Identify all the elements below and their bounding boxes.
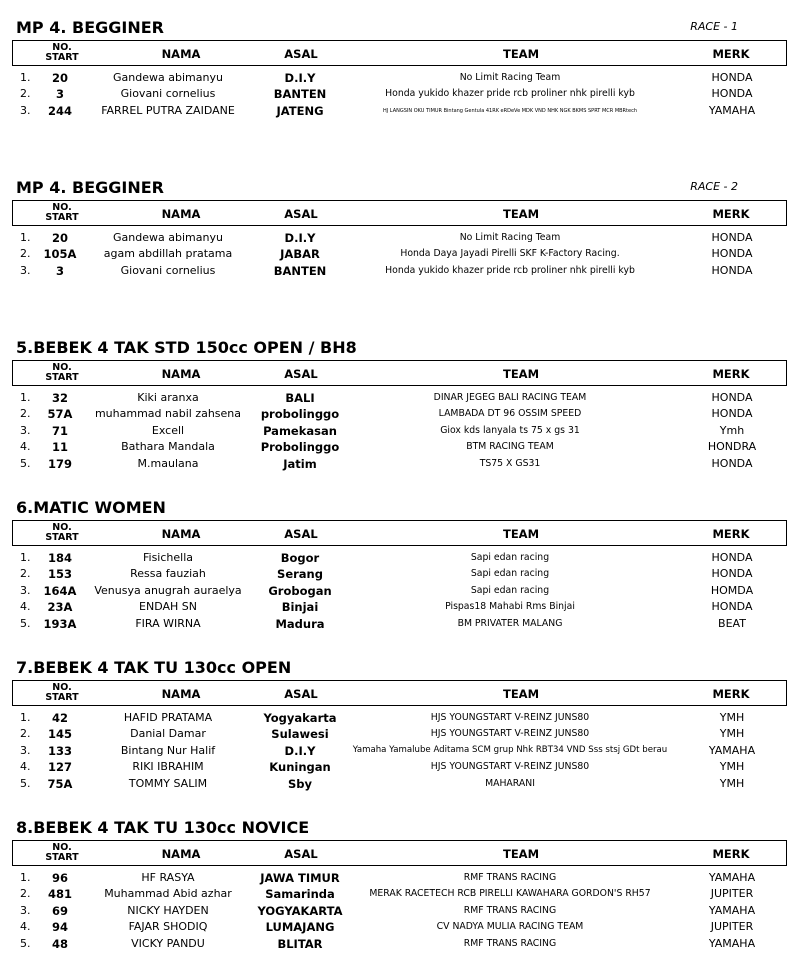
row-number: 5. [20, 936, 31, 950]
header-merk: MERK [712, 687, 750, 701]
rider-name: Giovani cornelius [120, 263, 216, 277]
row-number: 5. [20, 616, 31, 630]
brand: HONDA [711, 567, 753, 581]
table-row [0, 456, 800, 472]
header-team: TEAM [502, 687, 540, 701]
rider-name: Bintang Nur Halif [120, 743, 216, 757]
rider-origin: D.I.Y [284, 743, 316, 758]
brand: HONDA [711, 87, 753, 101]
table-header [12, 360, 787, 386]
header-asal: ASAL [284, 207, 318, 221]
table-row [0, 390, 800, 406]
start-number: 20 [51, 231, 68, 245]
team-name: RMF TRANS RACING [463, 872, 557, 883]
row-number: 2. [20, 247, 31, 261]
start-number: 145 [47, 727, 72, 742]
table-row [0, 599, 800, 615]
start-number: 94 [51, 920, 68, 935]
row-number: 1. [20, 71, 31, 84]
row-number: 4. [20, 920, 31, 934]
table-row [0, 439, 800, 455]
header-team: TEAM [502, 367, 540, 381]
header-team: TEAM [502, 847, 540, 861]
team-name: HJ LANGSIN OKU TIMUR Bintang Gentula 41RK eRDeVe MDK VND NHK NGK BKMS SPRT MCR MBRtech [382, 107, 637, 114]
team-name: HJS YOUNGSTART V-REINZ JUNS80 [430, 712, 590, 723]
table-row [0, 886, 800, 902]
header-nama: NAMA [161, 207, 201, 221]
team-name: No Limit Racing Team [459, 232, 561, 243]
start-number: 105A [43, 247, 77, 262]
rider-name: FAJAR SHODIQ [128, 920, 208, 934]
start-number: 23A [47, 600, 73, 615]
team-name: LAMBADA DT 96 OSSIM SPEED [438, 408, 582, 420]
brand: JUPITER [710, 887, 754, 901]
table-body [0, 870, 800, 952]
start-number: 193A [43, 616, 77, 631]
rider-name: FARREL PUTRA ZAIDANE [101, 103, 235, 117]
table-header [12, 200, 787, 226]
row-number: 2. [20, 727, 31, 741]
header-asal: ASAL [284, 687, 318, 701]
header-merk: MERK [712, 207, 750, 221]
rider-name: muhammad nabil zahsena [94, 407, 242, 421]
start-number: 481 [47, 887, 72, 902]
table-row [0, 103, 800, 119]
table-row [0, 759, 800, 775]
team-name: MAHARANI [485, 777, 535, 789]
row-number: 1. [20, 231, 31, 244]
rider-name: ENDAH SN [139, 600, 197, 614]
brand: HONDRA [707, 440, 757, 454]
section-title: 6.MATIC WOMEN [16, 498, 166, 517]
rider-origin: Pamekasan [263, 423, 337, 438]
table-row [0, 263, 800, 279]
section-title: 7.BEBEK 4 TAK TU 130cc OPEN [16, 658, 292, 677]
race-label: RACE - 1 [690, 20, 738, 33]
brand: YMH [719, 760, 745, 774]
header-nama: NAMA [161, 847, 201, 861]
header-nama: NAMA [161, 47, 201, 61]
table-row [0, 919, 800, 935]
header-merk: MERK [712, 47, 750, 61]
row-number: 5. [20, 776, 31, 790]
rider-origin: Sulawesi [271, 727, 329, 742]
table-row [0, 550, 800, 566]
start-number: 57A [47, 407, 73, 422]
team-name: RMF TRANS RACING [463, 904, 557, 916]
rider-origin: Sby [287, 776, 312, 791]
rider-name: Giovani cornelius [120, 87, 216, 101]
table-header [12, 680, 787, 706]
rider-origin: Jatim [283, 456, 317, 471]
rider-origin: BANTEN [273, 263, 327, 278]
brand: HONDA [711, 551, 753, 564]
row-number: 3. [20, 263, 31, 277]
table-row [0, 776, 800, 792]
header-nama: NAMA [161, 687, 201, 701]
header-no-start: NO. START [45, 362, 79, 383]
brand: YAMAHA [708, 936, 756, 950]
rider-origin: Madura [275, 616, 325, 631]
team-name: Sapi edan racing [470, 568, 550, 580]
table-row [0, 230, 800, 246]
team-name: MERAK RACETECH RCB PIRELLI KAWAHARA GORDON'S RH57 [369, 888, 651, 900]
rider-name: RIKI IBRAHIM [132, 760, 204, 774]
row-number: 3. [20, 903, 31, 917]
table-body [0, 70, 800, 119]
rider-name: Gandewa abimanyu [113, 231, 223, 244]
table-header [12, 520, 787, 546]
rider-origin: Serang [277, 567, 323, 582]
row-number: 1. [20, 711, 31, 724]
rider-origin: Bogor [280, 551, 320, 565]
start-number: 11 [51, 440, 68, 455]
row-number: 3. [20, 743, 31, 757]
rider-name: VICKY PANDU [131, 936, 205, 950]
header-merk: MERK [712, 527, 750, 541]
rider-origin: BANTEN [273, 87, 327, 102]
rider-name: Bathara Mandala [121, 440, 215, 454]
brand: HONDA [711, 391, 753, 404]
row-number: 3. [20, 103, 31, 117]
header-no-start: NO. START [45, 842, 79, 863]
row-number: 2. [20, 567, 31, 581]
rider-name: TOMMY SALIM [128, 776, 208, 790]
row-number: 4. [20, 760, 31, 774]
rider-origin: BALI [285, 391, 315, 405]
brand: YMH [719, 727, 745, 741]
header-asal: ASAL [284, 367, 318, 381]
brand: HONDA [711, 231, 753, 244]
brand: HONDA [711, 456, 753, 470]
rider-origin: Samarinda [265, 887, 335, 902]
start-number: 20 [51, 71, 68, 85]
table-row [0, 86, 800, 102]
brand: YMH [719, 776, 745, 790]
table-row [0, 710, 800, 726]
rider-name: FIRA WIRNA [135, 616, 201, 630]
brand: HONDA [711, 247, 753, 261]
start-number: 133 [47, 743, 72, 758]
header-no-start: NO. START [45, 522, 79, 543]
rider-origin: BLITAR [277, 936, 323, 951]
header-asal: ASAL [284, 527, 318, 541]
section-title: 8.BEBEK 4 TAK TU 130cc NOVICE [16, 818, 310, 837]
start-number: 71 [51, 423, 68, 438]
brand: BEAT [718, 616, 746, 630]
rider-origin: Grobogan [268, 583, 332, 598]
brand: YAMAHA [708, 743, 756, 757]
rider-origin: Probolinggo [260, 440, 340, 455]
brand: Ymh [719, 423, 745, 437]
table-body [0, 390, 800, 472]
table-row [0, 616, 800, 632]
team-name: BM PRIVATER MALANG [457, 617, 563, 629]
race-label: RACE - 2 [690, 180, 738, 193]
team-name: BTM RACING TEAM [466, 441, 554, 453]
header-no-start: NO. START [45, 42, 79, 63]
team-name: Honda Daya Jayadi Pirelli SKF K-Factory Racing. [400, 248, 620, 260]
row-number: 2. [20, 87, 31, 101]
rider-name: Muhammad Abid azhar [104, 887, 232, 901]
row-number: 4. [20, 600, 31, 614]
start-number: 3 [55, 263, 64, 278]
row-number: 3. [20, 423, 31, 437]
rider-origin: Binjai [281, 600, 319, 615]
start-number: 69 [51, 903, 68, 918]
start-number: 96 [51, 871, 68, 885]
rider-origin: D.I.Y [284, 231, 316, 245]
rider-name: Fisichella [142, 551, 193, 564]
brand: HOMDA [710, 583, 754, 597]
rider-name: HF RASYA [141, 871, 195, 884]
brand: YAMAHA [708, 103, 756, 117]
start-number: 48 [51, 936, 68, 951]
start-number: 179 [47, 456, 72, 471]
rider-origin: JABAR [280, 247, 320, 262]
header-nama: NAMA [161, 527, 201, 541]
rider-name: Ressa fauziah [130, 567, 206, 581]
team-name: Giox kds lanyala ts 75 x gs 31 [440, 424, 580, 436]
team-name: No Limit Racing Team [459, 72, 561, 83]
brand: JUPITER [710, 920, 754, 934]
header-asal: ASAL [284, 847, 318, 861]
brand: HONDA [711, 407, 753, 421]
team-name: HJS YOUNGSTART V-REINZ JUNS80 [430, 761, 590, 773]
rider-name: HAFID PRATAMA [123, 711, 213, 724]
start-number: 3 [55, 87, 64, 102]
header-merk: MERK [712, 367, 750, 381]
table-row [0, 423, 800, 439]
table-row [0, 566, 800, 582]
start-number: 184 [47, 551, 72, 565]
team-name: Honda yukido khazer pride rcb proliner nhk pirelli kyb [385, 264, 635, 276]
header-nama: NAMA [161, 367, 201, 381]
rider-origin: JATENG [276, 103, 324, 118]
table-row [0, 726, 800, 742]
rider-name: NICKY HAYDEN [127, 903, 209, 917]
brand: YAMAHA [708, 871, 756, 884]
start-number: 32 [51, 391, 68, 405]
row-number: 5. [20, 456, 31, 470]
header-asal: ASAL [284, 47, 318, 61]
rider-origin: Yogyakarta [263, 711, 337, 725]
start-number: 127 [47, 760, 72, 775]
row-number: 1. [20, 871, 31, 884]
table-row [0, 246, 800, 262]
brand: HONDA [711, 600, 753, 614]
section-title: MP 4. BEGGINER [16, 178, 164, 197]
rider-name: Excell [151, 423, 185, 437]
table-row [0, 936, 800, 952]
rider-origin: YOGYAKARTA [257, 903, 343, 918]
rider-name: Venusya anugrah auraelya [94, 583, 242, 597]
row-number: 2. [20, 407, 31, 421]
rider-name: M.maulana [137, 456, 199, 470]
row-number: 1. [20, 391, 31, 404]
team-name: Yamaha Yamalube Aditama SCM grup Nhk RBT34 VND Sss stsj GDt berau [352, 744, 668, 755]
table-body [0, 550, 800, 632]
start-number: 75A [47, 776, 73, 791]
brand: HONDA [711, 263, 753, 277]
header-no-start: NO. START [45, 202, 79, 223]
start-number: 244 [47, 103, 72, 118]
table-body [0, 230, 800, 279]
team-name: Sapi edan racing [470, 552, 550, 563]
team-name: Pispas18 Mahabi Rms Binjai [445, 601, 575, 613]
header-no-start: NO. START [45, 682, 79, 703]
rider-name: Danial Damar [130, 727, 206, 741]
table-row [0, 903, 800, 919]
rider-name: agam abdillah pratama [103, 247, 233, 261]
team-name: Honda yukido khazer pride rcb proliner nhk pirelli kyb [385, 88, 635, 100]
start-number: 42 [51, 711, 68, 725]
rider-name: Gandewa abimanyu [113, 71, 223, 84]
team-name: TS75 X GS31 [479, 457, 541, 469]
row-number: 3. [20, 583, 31, 597]
header-team: TEAM [502, 527, 540, 541]
table-row [0, 583, 800, 599]
brand: HONDA [711, 71, 753, 84]
table-row [0, 870, 800, 886]
table-header [12, 40, 787, 66]
table-row [0, 406, 800, 422]
rider-origin: D.I.Y [284, 71, 316, 85]
team-name: RMF TRANS RACING [463, 937, 557, 949]
team-name: HJS YOUNGSTART V-REINZ JUNS80 [430, 728, 590, 740]
team-name: Sapi edan racing [470, 584, 550, 596]
section-title: 5.BEBEK 4 TAK STD 150cc OPEN / BH8 [16, 338, 357, 357]
header-team: TEAM [502, 47, 540, 61]
table-body [0, 710, 800, 792]
team-name: CV NADYA MULIA RACING TEAM [436, 921, 584, 933]
brand: YMH [719, 711, 745, 724]
rider-origin: LUMAJANG [265, 920, 335, 935]
start-number: 153 [47, 567, 72, 582]
table-row [0, 70, 800, 86]
rider-origin: probolinggo [260, 407, 340, 422]
table-header [12, 840, 787, 866]
team-name: DINAR JEGEG BALI RACING TEAM [433, 392, 587, 403]
rider-origin: JAWA TIMUR [260, 871, 340, 885]
row-number: 4. [20, 440, 31, 454]
header-team: TEAM [502, 207, 540, 221]
header-merk: MERK [712, 847, 750, 861]
rider-origin: Kuningan [269, 760, 331, 775]
section-title: MP 4. BEGGINER [16, 18, 164, 37]
start-number: 164A [43, 583, 77, 598]
row-number: 1. [20, 551, 31, 564]
row-number: 2. [20, 887, 31, 901]
table-row [0, 743, 800, 759]
rider-name: Kiki aranxa [137, 391, 199, 404]
brand: YAMAHA [708, 903, 756, 917]
